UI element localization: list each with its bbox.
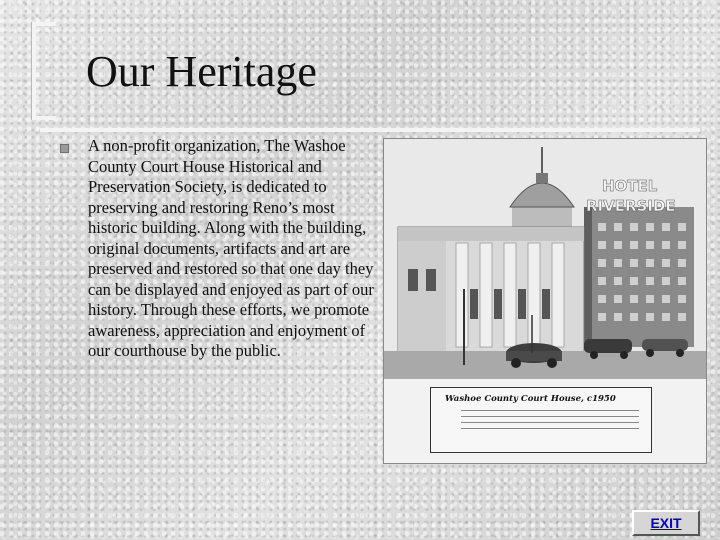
- decorative-bracket: [32, 22, 56, 120]
- photo-caption-card: [430, 387, 652, 453]
- photo-caption-handwriting: [461, 410, 639, 429]
- title-divider: [40, 128, 700, 132]
- hotel-sign-bottom: RIVERSIDE: [586, 197, 676, 215]
- exit-button[interactable]: EXIT: [632, 510, 700, 536]
- bullet-square-icon: [60, 144, 69, 153]
- slide-title: Our Heritage: [86, 47, 317, 96]
- hotel-sign-top: HOTEL: [602, 177, 658, 195]
- photo-caption-title: Washoe County Court House, c1950: [445, 394, 616, 404]
- body-paragraph: A non-profit organization, The Washoe County Court House Historical and Preservation Society, is dedicated to preserving and restoring Reno’s most historic building. Along with the building, original documents, artifacts and art are preserved and restored so that one day they can be displayed and enjoyed as part of our history. Through these efforts, we promote awareness, appreciation and enjoyment of our courthouse by the public.: [88, 136, 374, 360]
- courthouse-photo: [383, 138, 707, 464]
